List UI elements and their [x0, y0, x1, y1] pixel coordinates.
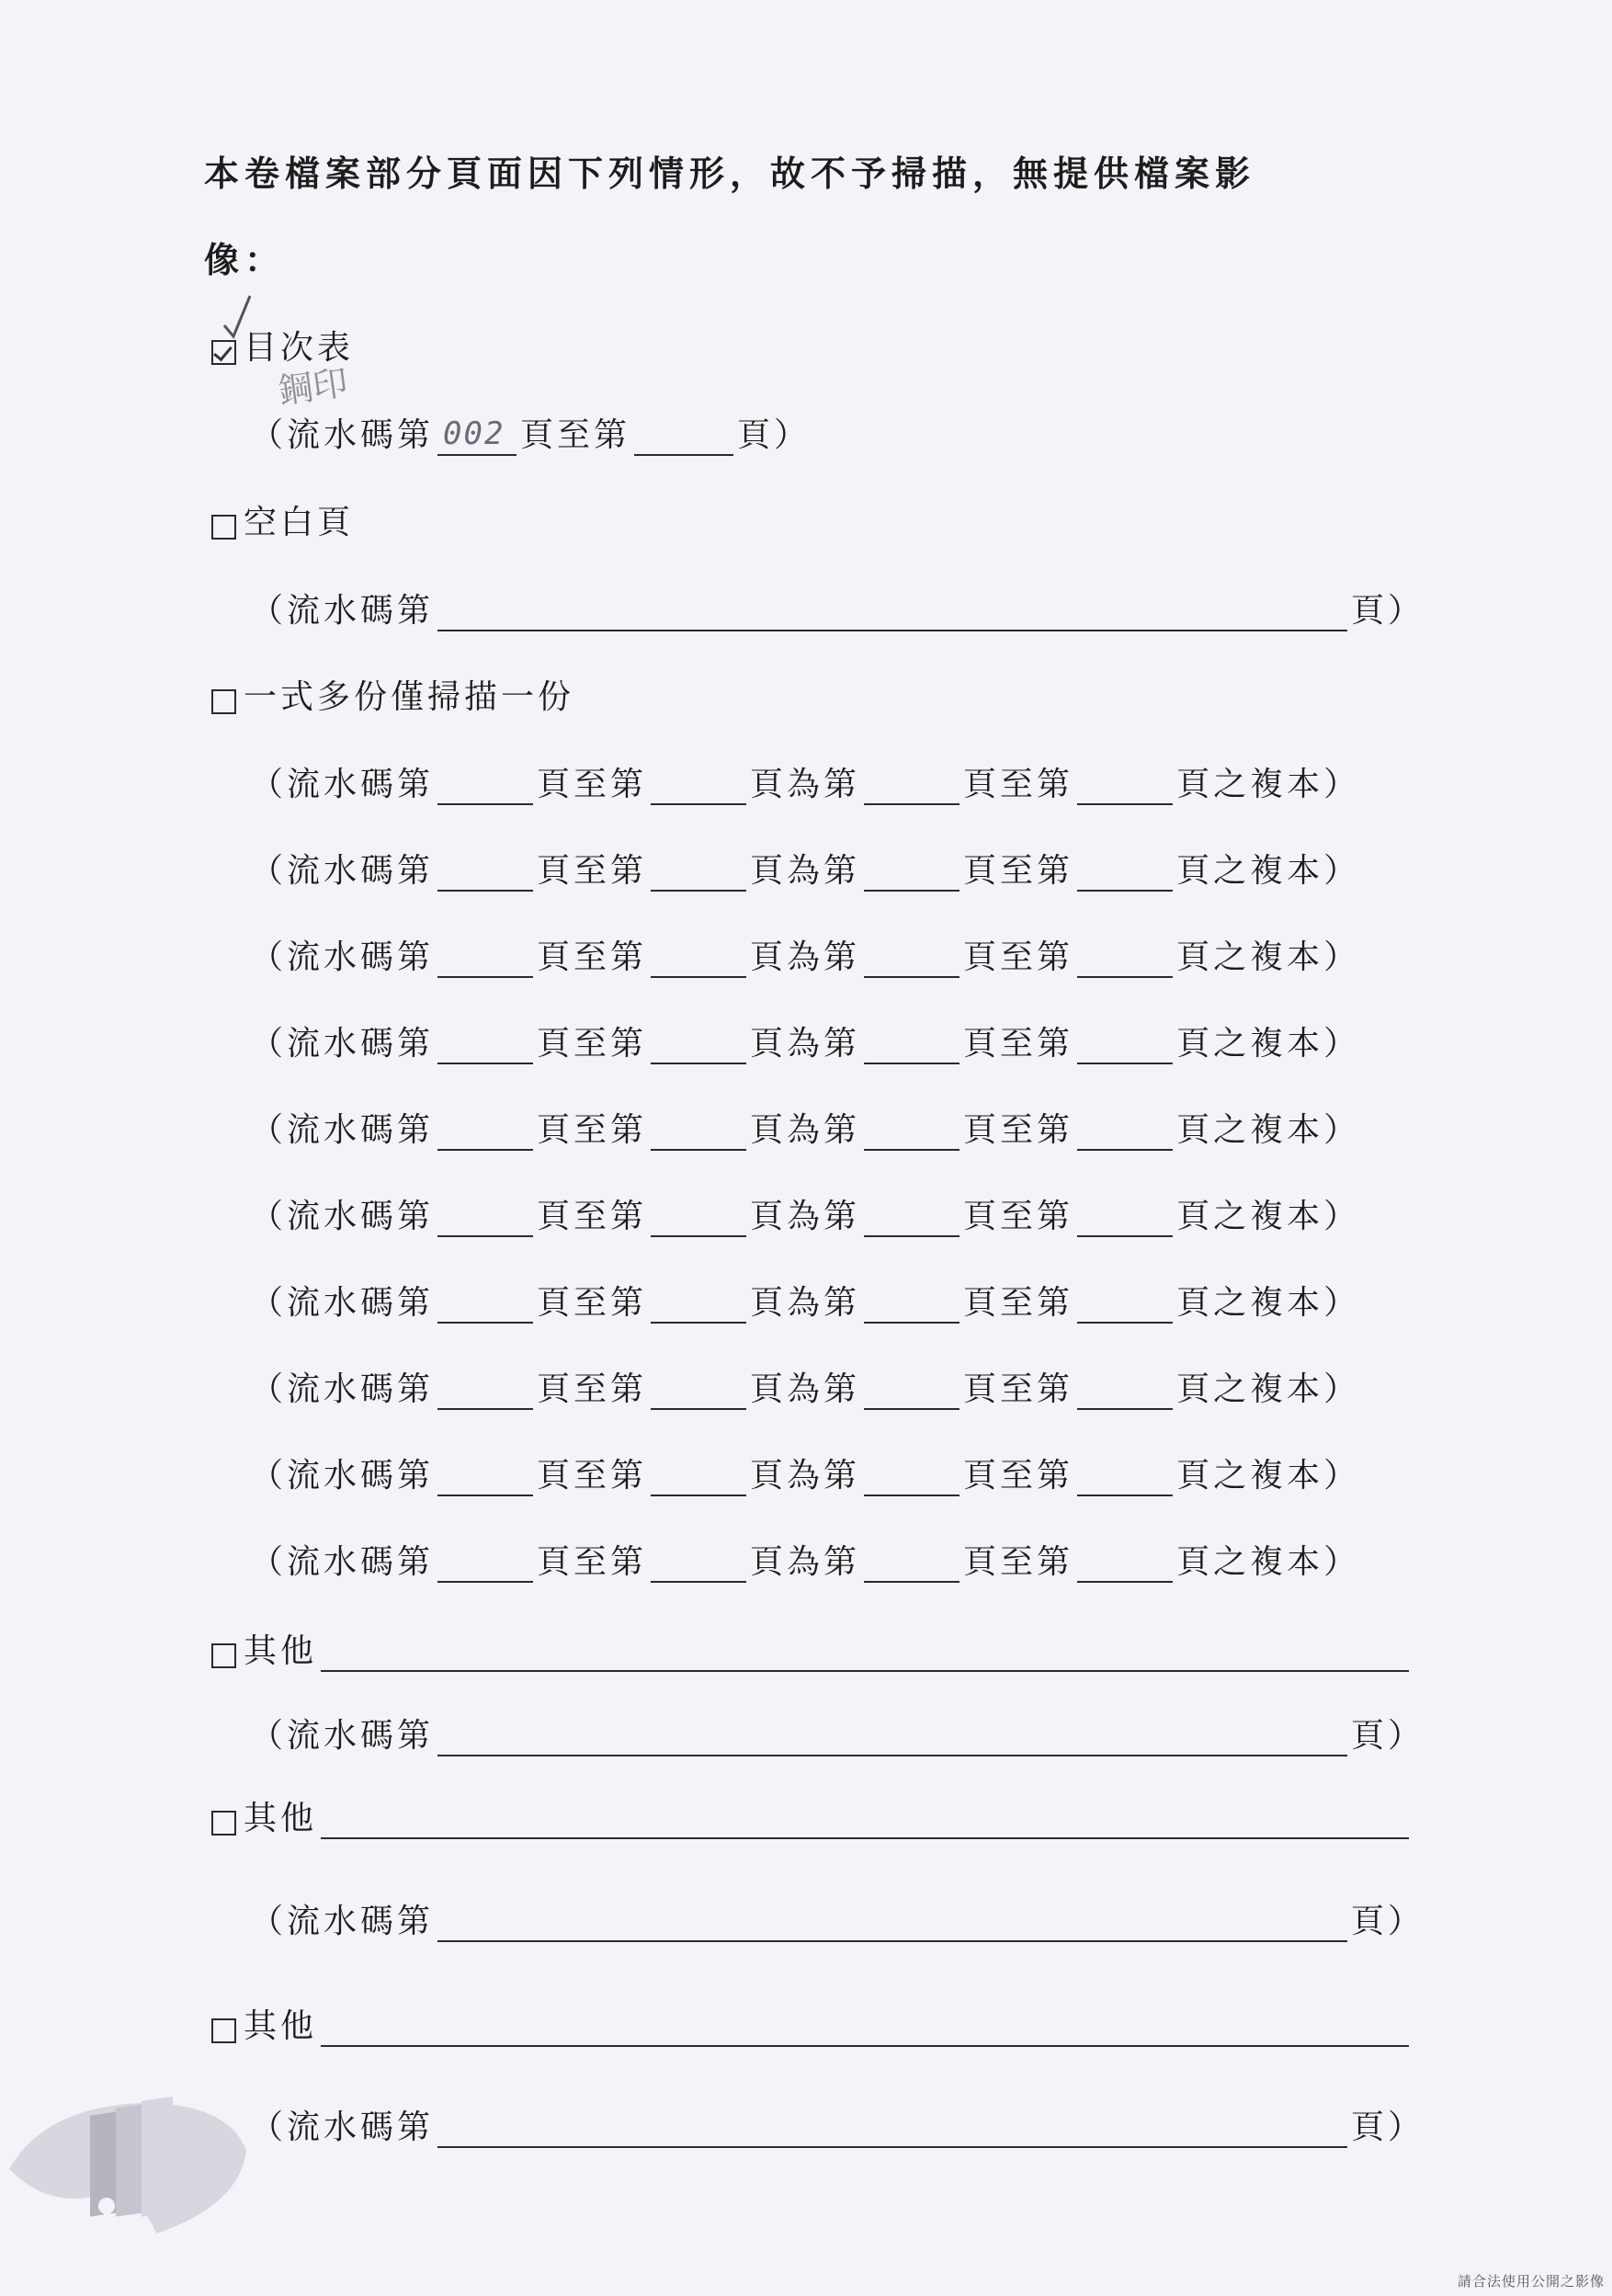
other-2-checkbox[interactable]: [211, 1811, 236, 1836]
other-1-checkbox[interactable]: [211, 1643, 236, 1668]
other-3-checkbox[interactable]: [211, 2018, 236, 2043]
copies-row-text-e: 頁之複本）: [1176, 1284, 1361, 1322]
other-3-suffix: 頁）: [1351, 2108, 1425, 2146]
copies-row: [250, 1277, 1360, 1324]
copies-row: [250, 1449, 1360, 1496]
copies-row-field[interactable]: [1077, 943, 1173, 978]
copies-row-field[interactable]: [651, 1548, 746, 1583]
footer-notice: 請合法使用公開之影像: [1457, 2273, 1605, 2290]
other-2-prefix: （流水碼第: [250, 1903, 435, 1940]
copies-row-text-c: 頁為第: [750, 1457, 861, 1495]
copies-row-field[interactable]: [437, 1375, 533, 1410]
copies-row-text-c: 頁為第: [750, 1370, 861, 1408]
copies-row-field[interactable]: [437, 1289, 533, 1324]
copies-row-text-a: （流水碼第: [250, 1284, 435, 1322]
copies-row-text-d: 頁至第: [963, 1543, 1074, 1581]
blank-page-range: [250, 585, 1425, 631]
copies-row-text-a: （流水碼第: [250, 1457, 435, 1495]
other-1-prefix: （流水碼第: [250, 1717, 435, 1755]
copies-row-text-e: 頁之複本）: [1176, 1111, 1361, 1149]
copies-row-field[interactable]: [864, 857, 959, 892]
copies-row-text-d: 頁至第: [963, 1198, 1074, 1235]
blank-suffix: 頁）: [1351, 592, 1425, 630]
copies-row-field[interactable]: [437, 770, 533, 805]
copies-row: [250, 845, 1360, 892]
other-1-range: [250, 1710, 1425, 1756]
copies-row-field[interactable]: [651, 943, 746, 978]
other-1-page-field[interactable]: [437, 1722, 1347, 1756]
blank-prefix: （流水碼第: [250, 592, 435, 630]
other-2-page-field[interactable]: [437, 1907, 1347, 1942]
copies-row-text-d: 頁至第: [963, 766, 1074, 803]
copies-row-field[interactable]: [651, 770, 746, 805]
copies-row-text-b: 頁至第: [537, 1111, 648, 1149]
copies-row-text-d: 頁至第: [963, 1457, 1074, 1495]
stamp-annotation: 鋼印: [275, 361, 351, 413]
copies-row: [250, 1190, 1360, 1237]
copies-row-text-c: 頁為第: [750, 1198, 861, 1235]
copies-row-text-d: 頁至第: [963, 852, 1074, 890]
copies-row-text-d: 頁至第: [963, 1284, 1074, 1322]
copies-row-text-d: 頁至第: [963, 1111, 1074, 1149]
copies-row-field[interactable]: [437, 1202, 533, 1237]
copies-row-field[interactable]: [437, 1116, 533, 1151]
other-3-label: 其他: [244, 2007, 318, 2045]
copies-row-text-c: 頁為第: [750, 852, 861, 890]
blank-page-label: 空白頁: [244, 504, 355, 541]
other-3-range: [250, 2101, 1425, 2148]
copies-checkbox[interactable]: [211, 689, 236, 714]
copies-row-field[interactable]: [864, 1202, 959, 1237]
copies-row: [250, 1363, 1360, 1410]
archive-watermark-icon: [9, 2096, 248, 2252]
copies-row-text-c: 頁為第: [750, 1111, 861, 1149]
copies-row-text-a: （流水碼第: [250, 1198, 435, 1235]
copies-row-text-e: 頁之複本）: [1176, 1198, 1361, 1235]
copies-row-text-d: 頁至第: [963, 938, 1074, 976]
copies-row-field[interactable]: [437, 1029, 533, 1064]
category-copies: [211, 671, 574, 718]
toc-suffix: 頁）: [737, 416, 812, 454]
blank-page-field[interactable]: [437, 597, 1347, 631]
copies-row-text-e: 頁之複本）: [1176, 766, 1361, 803]
other-1-field[interactable]: [321, 1637, 1409, 1672]
copies-row-field[interactable]: [437, 857, 533, 892]
copies-row-text-a: （流水碼第: [250, 1025, 435, 1063]
toc-mid: 頁至第: [520, 416, 631, 454]
copies-row-text-c: 頁為第: [750, 1025, 861, 1063]
copies-row-text-c: 頁為第: [750, 1284, 861, 1322]
category-blank-page: [211, 496, 354, 543]
copies-row-field[interactable]: [864, 1375, 959, 1410]
copies-row-field[interactable]: [1077, 1461, 1173, 1496]
copies-row-text-a: （流水碼第: [250, 938, 435, 976]
copies-row-field[interactable]: [864, 1289, 959, 1324]
category-other-3: [211, 2000, 1413, 2047]
copies-row-field[interactable]: [437, 943, 533, 978]
other-1-suffix: 頁）: [1351, 1717, 1425, 1755]
copies-row-text-e: 頁之複本）: [1176, 1457, 1361, 1495]
copies-row-text-a: （流水碼第: [250, 852, 435, 890]
copies-row-text-b: 頁至第: [537, 1370, 648, 1408]
other-1-label: 其他: [244, 1632, 318, 1670]
other-2-range: [250, 1895, 1425, 1942]
copies-label: 一式多份僅掃描一份: [244, 678, 575, 716]
toc-page-range: [250, 409, 811, 456]
copies-row-field[interactable]: [864, 770, 959, 805]
copies-row-field[interactable]: [1077, 1202, 1173, 1237]
copies-row-field[interactable]: [864, 1461, 959, 1496]
copies-row-field[interactable]: [437, 1461, 533, 1496]
copies-row-text-e: 頁之複本）: [1176, 938, 1361, 976]
copies-row-field[interactable]: [651, 1461, 746, 1496]
other-3-field[interactable]: [321, 2012, 1409, 2047]
copies-row-text-d: 頁至第: [963, 1370, 1074, 1408]
notice-title-line-2: 像：: [204, 239, 286, 280]
copies-row-text-a: （流水碼第: [250, 1370, 435, 1408]
toc-prefix: （流水碼第: [250, 416, 435, 454]
handwritten-check-icon: [219, 292, 255, 347]
copies-row-text-b: 頁至第: [537, 1543, 648, 1581]
other-2-suffix: 頁）: [1351, 1903, 1425, 1940]
copies-row-text-a: （流水碼第: [250, 766, 435, 803]
copies-row-field[interactable]: [1077, 1116, 1173, 1151]
copies-row-field[interactable]: [864, 1029, 959, 1064]
copies-row-text-c: 頁為第: [750, 1543, 861, 1581]
copies-row: [250, 1017, 1360, 1064]
notice-title-line-1: 本卷檔案部分頁面因下列情形，故不予掃描，無提供檔案影: [204, 153, 1256, 194]
copies-row-field[interactable]: [437, 1548, 533, 1583]
category-other-1: [211, 1625, 1413, 1672]
blank-page-checkbox[interactable]: [211, 515, 236, 540]
other-3-page-field[interactable]: [437, 2113, 1347, 2148]
other-2-field[interactable]: [321, 1804, 1409, 1839]
copies-row-field[interactable]: [864, 1116, 959, 1151]
toc-from-field[interactable]: [437, 415, 517, 456]
copies-row: [250, 1536, 1360, 1583]
copies-row-text-b: 頁至第: [537, 1284, 648, 1322]
copies-row-field[interactable]: [651, 857, 746, 892]
toc-to-field[interactable]: [634, 421, 733, 456]
copies-row-field[interactable]: [1077, 1289, 1173, 1324]
copies-row: [250, 758, 1360, 805]
copies-row-field[interactable]: [864, 943, 959, 978]
copies-row-text-a: （流水碼第: [250, 1543, 435, 1581]
copies-row-text-c: 頁為第: [750, 766, 861, 803]
copies-row-text-b: 頁至第: [537, 1457, 648, 1495]
copies-row-text-e: 頁之複本）: [1176, 852, 1361, 890]
copies-row-field[interactable]: [1077, 1375, 1173, 1410]
copies-row-text-d: 頁至第: [963, 1025, 1074, 1063]
toc-from-value: 002: [443, 415, 505, 452]
copies-row-text-b: 頁至第: [537, 1198, 648, 1235]
copies-row-text-b: 頁至第: [537, 938, 648, 976]
copies-row-text-c: 頁為第: [750, 938, 861, 976]
copies-row-field[interactable]: [1077, 770, 1173, 805]
copies-row-field[interactable]: [651, 1202, 746, 1237]
category-other-2: [211, 1792, 1413, 1839]
other-2-label: 其他: [244, 1800, 318, 1837]
copies-row-field[interactable]: [1077, 1029, 1173, 1064]
copies-row-field[interactable]: [651, 1289, 746, 1324]
copies-row-field[interactable]: [651, 1375, 746, 1410]
toc-label: 目次表: [244, 329, 355, 367]
copies-row-field[interactable]: [651, 1116, 746, 1151]
copies-row-field[interactable]: [864, 1548, 959, 1583]
copies-row-field[interactable]: [1077, 857, 1173, 892]
copies-row-text-e: 頁之複本）: [1176, 1543, 1361, 1581]
copies-row: [250, 931, 1360, 978]
copies-row-text-b: 頁至第: [537, 852, 648, 890]
copies-row-field[interactable]: [1077, 1548, 1173, 1583]
copies-row-text-a: （流水碼第: [250, 1111, 435, 1149]
other-3-prefix: （流水碼第: [250, 2108, 435, 2146]
copies-row-text-b: 頁至第: [537, 766, 648, 803]
copies-row-text-e: 頁之複本）: [1176, 1370, 1361, 1408]
copies-row: [250, 1104, 1360, 1151]
copies-row-text-e: 頁之複本）: [1176, 1025, 1361, 1063]
copies-row-text-b: 頁至第: [537, 1025, 648, 1063]
copies-row-field[interactable]: [651, 1029, 746, 1064]
